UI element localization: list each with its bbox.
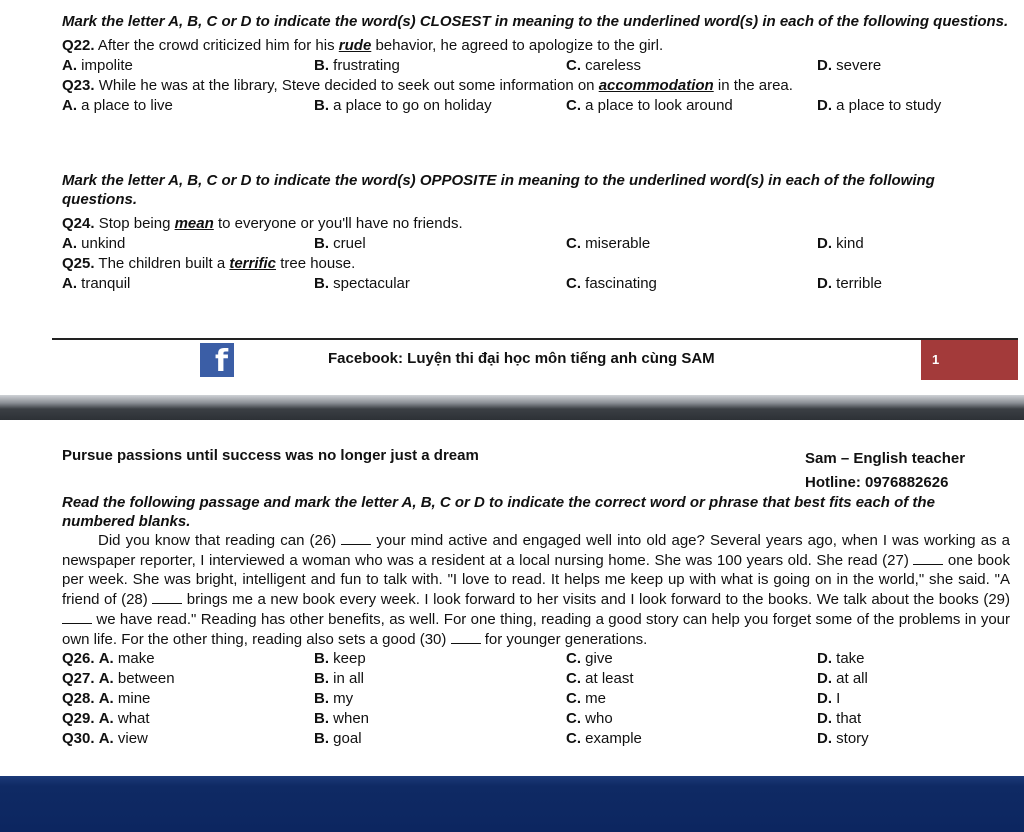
option-d[interactable]: D. terrible bbox=[817, 275, 883, 292]
option-c[interactable]: C. miserable bbox=[566, 235, 651, 252]
option-c[interactable]: C. give bbox=[566, 650, 613, 668]
page-number: 1 bbox=[921, 340, 1018, 380]
question-26 bbox=[62, 649, 1010, 669]
teacher-info bbox=[805, 447, 965, 495]
option-b[interactable]: B. goal bbox=[314, 730, 362, 748]
option-c[interactable]: C. who bbox=[566, 710, 613, 728]
option-a[interactable]: Q30. A. view bbox=[62, 730, 148, 748]
option-b[interactable]: B. in all bbox=[314, 670, 365, 688]
blank-28[interactable] bbox=[152, 591, 182, 604]
question-number: Q23. bbox=[62, 77, 95, 94]
question-25 bbox=[62, 254, 1010, 273]
viewer-bottom-bar bbox=[0, 776, 1024, 832]
facebook-icon[interactable]: f bbox=[200, 343, 234, 377]
option-d[interactable]: D. I bbox=[817, 690, 841, 708]
question-text: While he was at the library, Steve decided to seek out some information on bbox=[94, 77, 599, 94]
section-closest-meaning bbox=[62, 12, 1010, 116]
option-c[interactable]: C. me bbox=[566, 690, 607, 708]
page-title: Pursue passions until success was no longer just a dream bbox=[62, 447, 479, 464]
question-22 bbox=[62, 36, 1010, 55]
option-a[interactable]: A. impolite bbox=[62, 57, 133, 74]
option-b[interactable]: B. cruel bbox=[314, 235, 366, 252]
options-row bbox=[62, 273, 1010, 294]
options-row bbox=[62, 55, 1010, 76]
question-30 bbox=[62, 729, 1010, 749]
hotline: Hotline: 0976882626 bbox=[805, 474, 949, 491]
option-d[interactable]: D. that bbox=[817, 710, 862, 728]
reading-section bbox=[62, 493, 1010, 749]
option-b[interactable]: B. frustrating bbox=[314, 57, 400, 74]
question-text: The children built a bbox=[94, 255, 230, 272]
question-text: tree house. bbox=[276, 255, 356, 272]
question-text: Stop being bbox=[94, 215, 175, 232]
question-number: Q22. bbox=[62, 37, 95, 54]
answer-options bbox=[62, 649, 1010, 749]
option-a[interactable]: Q29. A. what bbox=[62, 710, 150, 728]
option-b[interactable]: B. keep bbox=[314, 650, 366, 668]
section-opposite-meaning bbox=[62, 171, 1010, 294]
option-a[interactable]: A. tranquil bbox=[62, 275, 131, 292]
blank-27[interactable] bbox=[913, 552, 943, 565]
underlined-word: accommodation bbox=[598, 77, 714, 94]
option-d[interactable]: D. severe bbox=[817, 57, 882, 74]
question-28 bbox=[62, 689, 1010, 709]
option-c[interactable]: C. fascinating bbox=[566, 275, 657, 292]
option-b[interactable]: B. a place to go on holiday bbox=[314, 97, 492, 114]
section-instruction: Read the following passage and mark the letter A, B, C or D to indicate the correct word or phrase that best fits each of the numbered blanks. bbox=[62, 494, 935, 530]
document-page-1 bbox=[0, 0, 1024, 395]
option-a[interactable]: Q28. A. mine bbox=[62, 690, 151, 708]
options-row bbox=[62, 95, 1010, 116]
underlined-word: rude bbox=[338, 37, 372, 54]
section-instruction: Mark the letter A, B, C or D to indicate the word(s) OPPOSITE in meaning to the underlined word(s) in each of the following questions. bbox=[62, 172, 935, 208]
footer-divider bbox=[52, 338, 1018, 340]
option-a[interactable]: A. a place to live bbox=[62, 97, 173, 114]
options-row bbox=[62, 233, 1010, 254]
question-text: in the area. bbox=[713, 77, 793, 94]
facebook-page-text: Facebook: Luyện thi đại học môn tiếng anh cùng SAM bbox=[328, 350, 715, 367]
option-c[interactable]: C. careless bbox=[566, 57, 642, 74]
option-a[interactable]: A. unkind bbox=[62, 235, 126, 252]
page-separator bbox=[0, 395, 1024, 420]
question-27 bbox=[62, 669, 1010, 689]
blank-29[interactable] bbox=[62, 611, 92, 624]
question-text: After the crowd criticized him for his bbox=[94, 37, 339, 54]
teacher-name: Sam – English teacher bbox=[805, 450, 966, 467]
option-d[interactable]: D. take bbox=[817, 650, 865, 668]
option-d[interactable]: D. at all bbox=[817, 670, 868, 688]
question-number: Q24. bbox=[62, 215, 95, 232]
option-b[interactable]: B. my bbox=[314, 690, 354, 708]
question-number: Q25. bbox=[62, 255, 95, 272]
question-24 bbox=[62, 214, 1010, 233]
question-text: to everyone or you'll have no friends. bbox=[213, 215, 463, 232]
question-29 bbox=[62, 709, 1010, 729]
option-b[interactable]: B. spectacular bbox=[314, 275, 410, 292]
underlined-word: terrific bbox=[229, 255, 277, 272]
blank-26[interactable] bbox=[341, 532, 371, 545]
option-b[interactable]: B. when bbox=[314, 710, 370, 728]
underlined-word: mean bbox=[174, 215, 214, 232]
section-instruction: Mark the letter A, B, C or D to indicate the word(s) CLOSEST in meaning to the underlined word(s) in each of the following questions. bbox=[62, 13, 1009, 30]
option-d[interactable]: D. kind bbox=[817, 235, 864, 252]
option-c[interactable]: C. a place to look around bbox=[566, 97, 733, 114]
question-text: behavior, he agreed to apologize to the girl. bbox=[371, 37, 664, 54]
question-23 bbox=[62, 76, 1010, 95]
blank-30[interactable] bbox=[451, 631, 481, 644]
option-a[interactable]: Q27. A. between bbox=[62, 670, 175, 688]
option-d[interactable]: D. story bbox=[817, 730, 869, 748]
option-d[interactable]: D. a place to study bbox=[817, 97, 942, 114]
option-a[interactable]: Q26. A. make bbox=[62, 650, 155, 668]
option-c[interactable]: C. at least bbox=[566, 670, 634, 688]
reading-passage: Did you know that reading can (26) your mind active and engaged well into old age? Several years ago, when I was working as a newspaper reporter, I interviewed a woman who was a resident at a local nursing home. She was 100 years old. She read (27) one book per week. She was bright, intelligent and fun to talk with. "I love to read. It helps me keep up with what is going on in the world," she said. "A friend of (28) brings me a new book every week. I look forward to her visits and I look forward to the books. We talk about the books (29) we have read." Reading has other benefits, as well. For one thing, reading a good story can help you forget some of the problems in your own life. For the other thing, reading also sets a good (30) for younger generations. bbox=[62, 532, 1011, 648]
option-c[interactable]: C. example bbox=[566, 730, 642, 748]
